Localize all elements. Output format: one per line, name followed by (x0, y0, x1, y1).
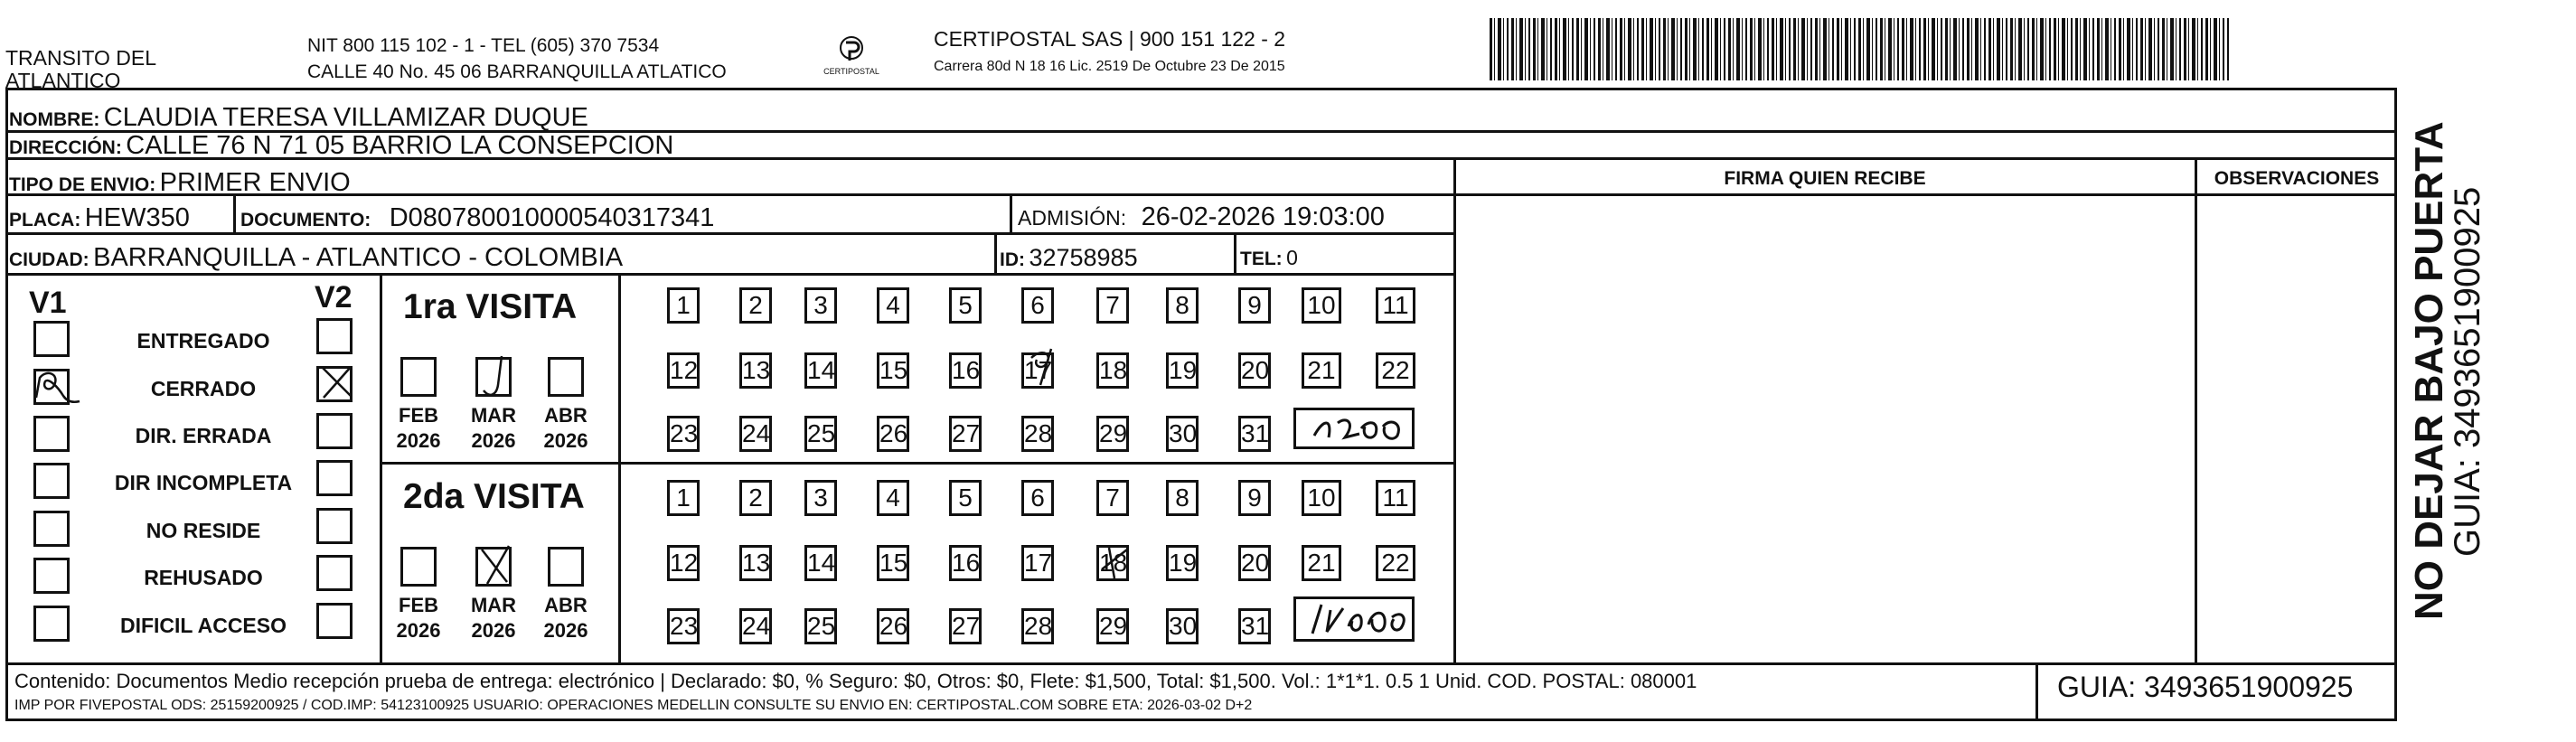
row-divider (5, 662, 2397, 665)
day-box[interactable]: 12 (667, 352, 700, 389)
print-info-line: IMP POR FIVEPOSTAL ODS: 25159200925 / COD.IMP: 54123100925 USUARIO: OPERACIONES MEDELLIN CONSULTE SU ENVIO EN: CERTIPOSTAL.COM SOBRE ETA: 2026-03-02 D+2 (14, 698, 1253, 713)
day-box[interactable]: 14 (804, 545, 837, 581)
day-box[interactable]: 20 (1238, 352, 1271, 389)
day-box[interactable]: 25 (804, 608, 837, 644)
day-box[interactable]: 6 (1021, 480, 1054, 516)
day-box[interactable]: 2 (739, 480, 772, 516)
day-box[interactable]: 23 (667, 416, 700, 452)
address-label: DIRECCIÓN: (9, 137, 122, 158)
month-label: MAR (470, 404, 517, 427)
status-option-label: DIR INCOMPLETA (114, 471, 293, 494)
day-box[interactable]: 8 (1166, 480, 1199, 516)
name-label: NOMBRE: (9, 109, 100, 130)
city-label: CIUDAD: (9, 249, 89, 270)
v1-checkbox[interactable] (33, 416, 70, 452)
day-box[interactable]: 16 (949, 352, 982, 389)
day-box[interactable]: 3 (804, 287, 837, 324)
day-box[interactable]: 9 (1238, 287, 1271, 324)
day-box[interactable]: 11 (1376, 287, 1415, 324)
certipostal-logo (811, 31, 892, 81)
company-name-line2: ATLANTICO (5, 69, 121, 92)
x-mark-icon (316, 360, 356, 403)
company-address: CALLE 40 No. 45 06 BARRANQUILLA ATLATICO (307, 61, 727, 82)
admission-row (1018, 202, 1385, 236)
day-box[interactable]: 28 (1021, 416, 1054, 452)
day-box[interactable]: 30 (1166, 608, 1199, 644)
status-option-label: REHUSADO (144, 566, 263, 589)
status-option-label: ENTREGADO (136, 329, 270, 352)
status-option-label: DIR. ERRADA (135, 424, 272, 447)
day-box[interactable]: 2 (739, 287, 772, 324)
address-row (9, 132, 673, 164)
month-label: MAR (470, 594, 517, 616)
column-divider (1234, 232, 1236, 273)
day-box[interactable]: 13 (739, 545, 772, 581)
month-checkbox[interactable] (400, 357, 437, 397)
checkmark-icon (27, 362, 81, 416)
row-divider (380, 462, 1453, 465)
day-box[interactable]: 14 (804, 352, 837, 389)
day-box[interactable]: 21 (1302, 545, 1341, 581)
column-divider (2035, 662, 2038, 721)
v1-checkbox[interactable] (33, 606, 70, 642)
month-label: FEB (399, 404, 438, 427)
document-row (240, 204, 714, 236)
carrier-name: CERTIPOSTAL SAS | 900 151 122 - 2 (934, 27, 1286, 51)
company-name-line1: TRANSITO DEL (5, 46, 156, 70)
time-box-second (1293, 596, 1415, 642)
day-box[interactable]: 27 (949, 416, 982, 452)
v2-label: V2 (315, 280, 353, 315)
day-box[interactable]: 15 (877, 545, 909, 581)
year-label: 2026 (396, 619, 441, 642)
day-box[interactable]: 29 (1096, 416, 1129, 452)
day-box[interactable]: 12 (667, 545, 700, 581)
month-checkbox[interactable] (548, 357, 584, 397)
day-box[interactable]: 31 (1238, 608, 1271, 644)
send-type-row (9, 170, 351, 200)
month-label: ABR (544, 594, 588, 616)
day-box[interactable]: 28 (1021, 608, 1054, 644)
day-box[interactable]: 15 (877, 352, 909, 389)
v1-label: V1 (29, 286, 67, 320)
day-box[interactable]: 31 (1238, 416, 1271, 452)
city-value: BARRANQUILLA - ATLANTICO - COLOMBIA (93, 243, 624, 272)
side-guia: GUIA: 3493651900925 (2448, 186, 2487, 557)
day-box[interactable]: 7 (1096, 480, 1129, 516)
column-divider (380, 273, 382, 662)
send-type: PRIMER ENVIO (159, 168, 351, 197)
day-box[interactable]: 10 (1302, 287, 1341, 324)
v1-checkbox[interactable] (33, 463, 70, 499)
city-row (9, 244, 623, 276)
admission-value: 26-02-2026 19:03:00 (1141, 202, 1385, 231)
day-box[interactable]: 4 (877, 480, 909, 516)
row-divider (1453, 193, 2397, 196)
day-box[interactable]: 5 (949, 287, 982, 324)
day-box[interactable]: 24 (739, 608, 772, 644)
admission-label: ADMISIÓN: (1018, 206, 1127, 230)
day-box[interactable]: 4 (877, 287, 909, 324)
day-box[interactable]: 25 (804, 416, 837, 452)
column-divider (1010, 193, 1012, 232)
recipient-name: CLAUDIA TERESA VILLAMIZAR DUQUE (103, 103, 588, 132)
column-divider (994, 232, 997, 273)
logo-text: CERTIPOSTAL (823, 67, 879, 76)
document-value: D080780010000540317341 (389, 203, 715, 232)
day-box[interactable]: 18 (1096, 545, 1129, 581)
company-nit: NIT 800 115 102 - 1 - TEL (605) 370 7534 (307, 35, 660, 56)
id-value: 32758985 (1029, 244, 1138, 271)
status-option-label: DIFICIL ACCESO (119, 614, 287, 637)
checkmark-icon (476, 351, 514, 405)
plate-row (9, 204, 190, 236)
plate-label: PLACA: (9, 210, 81, 230)
day-box[interactable]: 22 (1376, 545, 1415, 581)
recipient-address: CALLE 76 N 71 05 BARRIO LA CONSEPCION (126, 131, 674, 160)
year-label: 2026 (543, 429, 588, 452)
day-box[interactable]: 13 (739, 352, 772, 389)
tel-label: TEL: (1240, 249, 1283, 269)
plate-value: HEW350 (84, 203, 190, 232)
v2-checkbox[interactable] (316, 413, 353, 449)
checkmark-icon (1096, 542, 1133, 582)
time-box-first (1293, 408, 1415, 449)
status-option-label: NO RESIDE (146, 519, 261, 542)
day-box[interactable]: 8 (1166, 287, 1199, 324)
contents-line: Contenido: Documentos Medio recepción prueba de entrega: electrónico | Declarado: $0, % Seguro: $0, Otros: $0, Flete: $1,500, Total: $1,500. Vol.: 1*1*1. 0.5 1 Unid. COD. POSTAL: 080001 (14, 670, 1697, 692)
checkmark-icon (1024, 345, 1062, 390)
day-box[interactable]: 5 (949, 480, 982, 516)
day-box[interactable]: 1 (667, 287, 700, 324)
day-box[interactable]: 7 (1096, 287, 1129, 324)
month-label: FEB (399, 594, 438, 616)
v2-checkbox[interactable] (316, 318, 353, 354)
month-label: ABR (544, 404, 588, 427)
day-box[interactable]: 3 (804, 480, 837, 516)
barcode-icon (1490, 18, 2229, 80)
second-visit-title: 2da VISITA (403, 477, 585, 516)
day-box[interactable]: 9 (1238, 480, 1271, 516)
column-divider (618, 273, 621, 662)
day-box[interactable]: 10 (1302, 480, 1341, 516)
side-warning: NO DEJAR BAJO PUERTA (2407, 121, 2451, 620)
day-box[interactable]: 26 (877, 608, 909, 644)
tel-row (1240, 244, 1298, 275)
document-label: DOCUMENTO: (240, 210, 371, 230)
column-divider (1453, 157, 1456, 663)
id-row (1000, 244, 1138, 276)
observations-header: OBSERVACIONES (2214, 168, 2380, 189)
day-box[interactable]: 23 (667, 608, 700, 644)
carrier-license: Carrera 80d N 18 16 Lic. 2519 De Octubre 23 De 2015 (934, 59, 1285, 74)
v2-checkbox[interactable] (316, 460, 353, 496)
v1-checkbox[interactable] (33, 321, 70, 357)
day-box[interactable]: 17 (1021, 352, 1054, 389)
day-box[interactable]: 6 (1021, 287, 1054, 324)
column-divider (2195, 157, 2197, 663)
month-checkbox[interactable] (400, 547, 437, 587)
v1-checkbox[interactable] (33, 558, 70, 594)
year-label: 2026 (396, 429, 441, 452)
signature-header: FIRMA QUIEN RECIBE (1724, 168, 1926, 189)
day-box[interactable]: 19 (1166, 545, 1199, 581)
first-visit-title: 1ra VISITA (403, 287, 578, 326)
day-box[interactable]: 22 (1376, 352, 1415, 389)
tel-value: 0 (1286, 246, 1298, 269)
id-label: ID: (1000, 249, 1025, 270)
year-label: 2026 (543, 619, 588, 642)
day-box[interactable]: 16 (949, 545, 982, 581)
v2-checkbox[interactable] (316, 508, 353, 544)
status-option-label: CERRADO (150, 377, 257, 400)
v2-checkbox[interactable] (316, 555, 353, 591)
footer-guia: GUIA: 3493651900925 (2057, 671, 2354, 703)
year-label: 2026 (471, 429, 516, 452)
day-box[interactable]: 30 (1166, 416, 1199, 452)
year-label: 2026 (471, 619, 516, 642)
v1-checkbox[interactable] (33, 511, 70, 547)
day-box[interactable]: 29 (1096, 608, 1129, 644)
month-checkbox[interactable] (548, 547, 584, 587)
day-box[interactable]: 17 (1021, 545, 1054, 581)
day-box[interactable]: 20 (1238, 545, 1271, 581)
day-box[interactable]: 18 (1096, 352, 1129, 389)
day-box[interactable]: 11 (1376, 480, 1415, 516)
v2-checkbox[interactable] (316, 603, 353, 639)
x-mark-icon (476, 539, 514, 589)
day-box[interactable]: 1 (667, 480, 700, 516)
day-box[interactable]: 24 (739, 416, 772, 452)
day-box[interactable]: 27 (949, 608, 982, 644)
day-box[interactable]: 19 (1166, 352, 1199, 389)
day-box[interactable]: 21 (1302, 352, 1341, 389)
send-type-label: TIPO DE ENVIO: (9, 174, 156, 195)
day-box[interactable]: 26 (877, 416, 909, 452)
time-first-value (1296, 450, 1298, 451)
